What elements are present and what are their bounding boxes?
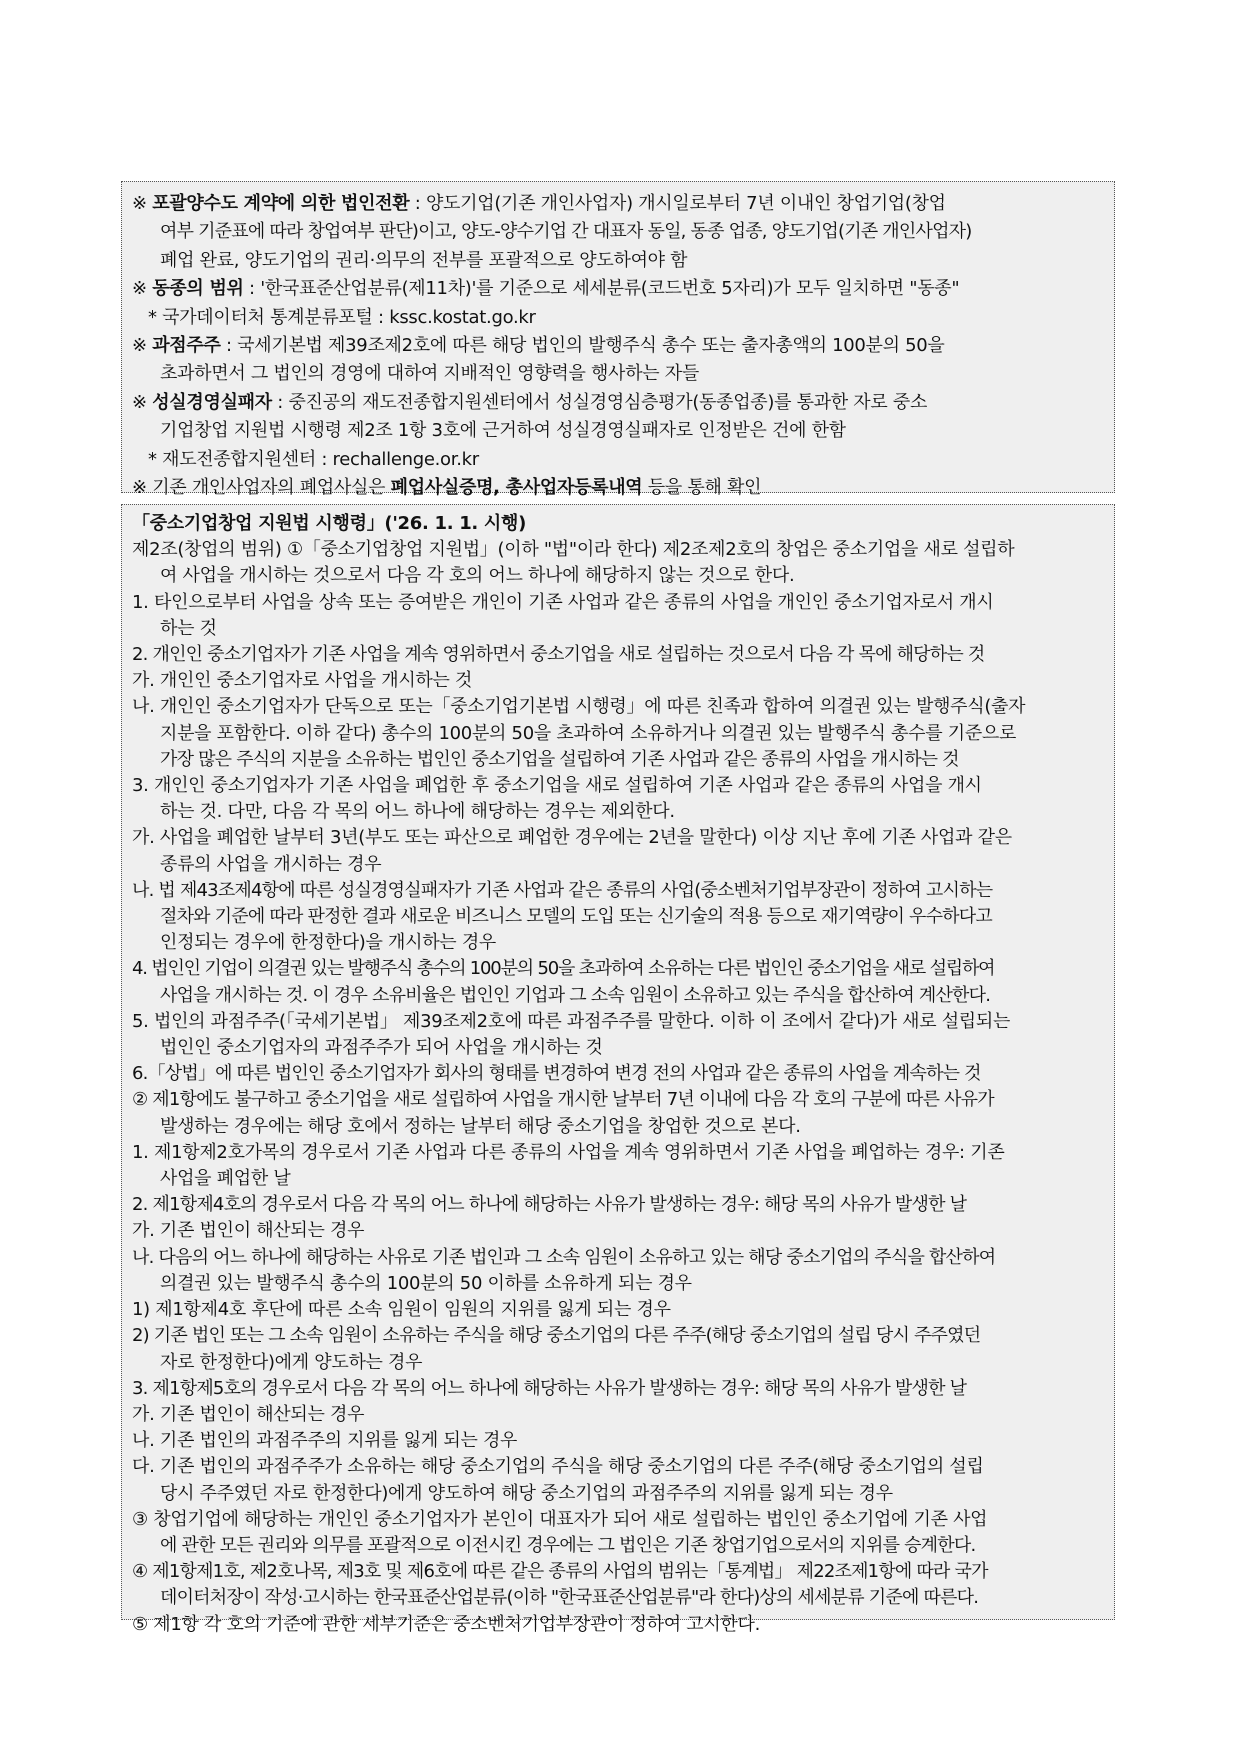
law-line: 하는 것. 다만, 다음 각 목의 어느 하나에 해당하는 경우는 제외한다. — [160, 801, 675, 823]
law-line: ⑤ 제1항 각 호의 기준에 관한 세부기준은 중소벤처기업부장관이 정하여 고시한다. — [132, 1613, 761, 1635]
law-line: 가장 많은 주식의 지분을 소유하는 법인인 중소기업을 설립하여 기존 사업과 같은 종류의 사업을 개시하는 것 — [160, 748, 959, 770]
note-closure-bold: 폐업사실증명, 총사업자등록내역 — [390, 477, 643, 499]
law-line: 가. 개인인 중소기업자로 사업을 개시하는 것 — [132, 670, 473, 692]
law-line: 여 사업을 개시하는 것으로서 다음 각 호의 어느 하나에 해당하지 않는 것으로 한다. — [160, 565, 795, 587]
note-scope-text: : '한국표준산업분류(제11차)'를 기준으로 세세분류(코드번호 5자리)가 모두 일치하면 "동종" — [243, 278, 960, 300]
note-mark: ※ — [132, 477, 147, 499]
law-line: 에 관한 모든 권리와 의무를 포괄적으로 이전시킨 경우에는 그 법인은 기존 창업기업으로서의 지위를 승계한다. — [160, 1534, 976, 1556]
law-line: 1) 제1항제4호 후단에 따른 소속 임원이 임원의 지위를 잃게 되는 경우 — [132, 1299, 671, 1321]
law-line: 절차와 기준에 따라 판정한 결과 새로운 비즈니스 모델의 도입 또는 신기술의 적용 등으로 재기역량이 우수하다고 — [160, 906, 992, 928]
law-line: 발생하는 경우에는 해당 호에서 정하는 날부터 해당 중소기업을 창업한 것으로 본다. — [160, 1115, 801, 1137]
note-major-cont: 초과하면서 그 법인의 경영에 대하여 지배적인 영향력을 행사하는 자들 — [160, 363, 699, 385]
law-line: 2) 기존 법인 또는 그 소속 임원이 소유하는 주식을 해당 중소기업의 다른 주주(해당 중소기업의 설립 당시 주주였던 — [132, 1325, 981, 1347]
law-line: 제2조(창업의 범위) ①「중소기업창업 지원법」(이하 "법"이라 한다) 제2조제2호의 창업은 중소기업을 새로 설립하 — [132, 539, 1015, 561]
law-line: 사업을 폐업한 날 — [160, 1168, 291, 1190]
note-closure — [132, 474, 1104, 502]
law-line: 나. 법 제43조제4항에 따른 성실경영실패자가 기존 사업과 같은 종류의 사업(중소벤처기업부장관이 정하여 고시하는 — [132, 879, 993, 901]
law-line: 법인인 중소기업자의 과점주주가 되어 사업을 개시하는 것 — [160, 1037, 603, 1059]
note-transfer-text: : 양도기업(기존 개인사업자) 개시일로부터 7년 이내인 창업기업(창업 — [409, 193, 946, 214]
law-heading-text: 「중소기업창업 지원법 시행령」('26. 1. 1. 시행) — [132, 513, 527, 534]
note-transfer-cont: 폐업 완료, 양도기업의 권리·의무의 전부를 포괄적으로 양도하여야 함 — [160, 249, 688, 271]
note-transfer — [132, 190, 1104, 218]
law-body — [132, 537, 1104, 1638]
law-line: 3. 개인인 중소기업자가 기존 사업을 폐업한 후 중소기업을 새로 설립하여 기존 사업과 같은 종류의 사업을 개시 — [132, 775, 982, 797]
law-line: 5. 법인의 과점주주(「국세기본법」 제39조제2호에 따른 과점주주를 말한다. 이하 이 조에서 같다)가 새로 설립되는 — [132, 1010, 1011, 1032]
law-box — [121, 504, 1115, 1635]
note-failed-cont: 기업창업 지원법 시행령 제2조 1항 3호에 근거하여 성실경영실패자로 인정받은 건에 한함 — [160, 420, 846, 442]
law-line: 2. 개인인 중소기업자가 기존 사업을 계속 영위하면서 중소기업을 새로 설립하는 것으로서 다음 각 목에 해당하는 것 — [132, 644, 985, 666]
law-line: 가. 기존 법인이 해산되는 경우 — [132, 1220, 365, 1242]
law-line: 6.「상법」에 따른 법인인 중소기업자가 회사의 형태를 변경하여 변경 전의 사업과 같은 종류의 사업을 계속하는 것 — [132, 1063, 981, 1085]
note-transfer-cont: 여부 기준표에 따라 창업여부 판단)이고, 양도-양수기업 간 대표자 동일, 동종 업종, 양도기업(기존 개인사업자) — [160, 221, 972, 243]
note-mark: ※ — [132, 391, 147, 413]
law-line: ③ 창업기업에 해당하는 개인인 중소기업자가 본인이 대표자가 되어 새로 설립하는 법인인 중소기업에 기존 사업 — [132, 1508, 988, 1530]
law-line: 가. 기존 법인이 해산되는 경우 — [132, 1403, 365, 1425]
law-line: 나. 다음의 어느 하나에 해당하는 사유로 기존 법인과 그 소속 임원이 소유하고 있는 해당 중소기업의 주식을 합산하여 — [132, 1246, 996, 1268]
law-line: 지분을 포함한다. 이하 같다) 총수의 100분의 50을 초과하여 소유하거나 의결권 있는 발행주식 총수를 기준으로 — [160, 722, 1017, 744]
law-line: 자로 한정한다)에게 양도하는 경우 — [160, 1351, 423, 1373]
note-major-title: 과점주주 — [152, 335, 221, 357]
note-closure-text-end: 등을 통해 확인 — [642, 477, 762, 499]
note-mark: ※ — [132, 193, 147, 214]
law-line: 의결권 있는 발행주식 총수의 100분의 50 이하를 소유하게 되는 경우 — [160, 1272, 692, 1294]
law-line: 데이터처장이 작성·고시하는 한국표준산업분류(이하 "한국표준산업분류"라 한다)상의 세세분류 기준에 따른다. — [160, 1587, 979, 1609]
law-line: 1. 제1항제2호가목의 경우로서 기존 사업과 다른 종류의 사업을 계속 영위하면서 기존 사업을 폐업하는 경우: 기존 — [132, 1141, 1005, 1163]
law-line: 가. 사업을 폐업한 날부터 3년(부도 또는 파산으로 폐업한 경우에는 2년을 말한다) 이상 지난 후에 기존 사업과 같은 — [132, 827, 1012, 849]
law-line: ④ 제1항제1호, 제2호나목, 제3호 및 제6호에 따른 같은 종류의 사업의 범위는「통계법」 제22조제1항에 따라 국가 — [132, 1561, 988, 1583]
note-transfer-title: 포괄양수도 계약에 의한 법인전환 — [152, 193, 410, 214]
note-mark: ※ — [132, 278, 147, 300]
note-failed-text: : 중진공의 재도전종합지원센터에서 성실경영심층평가(동종업종)를 통과한 자로 중소 — [271, 391, 928, 413]
note-closure-text: 기존 개인사업자의 폐업사실은 — [146, 477, 391, 499]
law-line: 나. 기존 법인의 과점주주의 지위를 잃게 되는 경우 — [132, 1430, 518, 1452]
note-major — [132, 332, 1104, 360]
note-major-text: : 국세기본법 제39조제2호에 따른 해당 법인의 발행주식 총수 또는 출자총액의 100분의 50을 — [220, 335, 945, 357]
law-line: 다. 기존 법인의 과점주주가 소유하는 해당 중소기업의 주식을 해당 중소기업의 다른 주주(해당 중소기업의 설립 — [132, 1456, 984, 1478]
note-scope-link: * 국가데이터처 통계분류포털 : kssc.kostat.go.kr — [148, 306, 536, 328]
law-line: 당시 주주였던 자로 한정한다)에게 양도하여 해당 중소기업의 과점주주의 지위를 잃게 되는 경우 — [160, 1482, 893, 1504]
law-line: 2. 제1항제4호의 경우로서 다음 각 목의 어느 하나에 해당하는 사유가 발생하는 경우: 해당 목의 사유가 발생한 날 — [132, 1194, 967, 1216]
note-failed-title: 성실경영실패자 — [152, 391, 272, 413]
law-line: 하는 것 — [160, 617, 217, 639]
law-line: 종류의 사업을 개시하는 경우 — [160, 853, 382, 875]
law-line: 나. 개인인 중소기업자가 단독으로 또는「중소기업기본법 시행령」에 따른 친족과 합하여 의결권 있는 발행주식(출자 — [132, 696, 1026, 718]
note-scope — [132, 275, 1104, 303]
law-line: 인정되는 경우에 한정한다)을 개시하는 경우 — [160, 932, 496, 954]
law-line: 4. 법인인 기업이 의결권 있는 발행주식 총수의 100분의 50을 초과하여 소유하는 다른 법인인 중소기업을 새로 설립하여 — [132, 958, 995, 980]
note-scope-title: 동종의 범위 — [152, 278, 244, 300]
law-line: ② 제1항에도 불구하고 중소기업을 새로 설립하여 사업을 개시한 날부터 7년 이내에 다음 각 호의 구분에 따른 사유가 — [132, 1089, 994, 1111]
law-heading — [132, 511, 1104, 537]
law-line: 1. 타인으로부터 사업을 상속 또는 증여받은 개인이 기존 사업과 같은 종류의 사업을 개인인 중소기업자로서 개시 — [132, 591, 994, 613]
notes-box — [121, 181, 1115, 499]
law-line: 사업을 개시하는 것. 이 경우 소유비율은 법인인 기업과 그 소속 임원이 소유하고 있는 주식을 합산하여 계산한다. — [160, 984, 991, 1006]
note-mark: ※ — [132, 335, 147, 357]
note-failed-link: * 재도전종합지원센터 : rechallenge.or.kr — [148, 448, 479, 470]
note-failed — [132, 389, 1104, 417]
law-line: 3. 제1항제5호의 경우로서 다음 각 목의 어느 하나에 해당하는 사유가 발생하는 경우: 해당 목의 사유가 발생한 날 — [132, 1377, 967, 1399]
